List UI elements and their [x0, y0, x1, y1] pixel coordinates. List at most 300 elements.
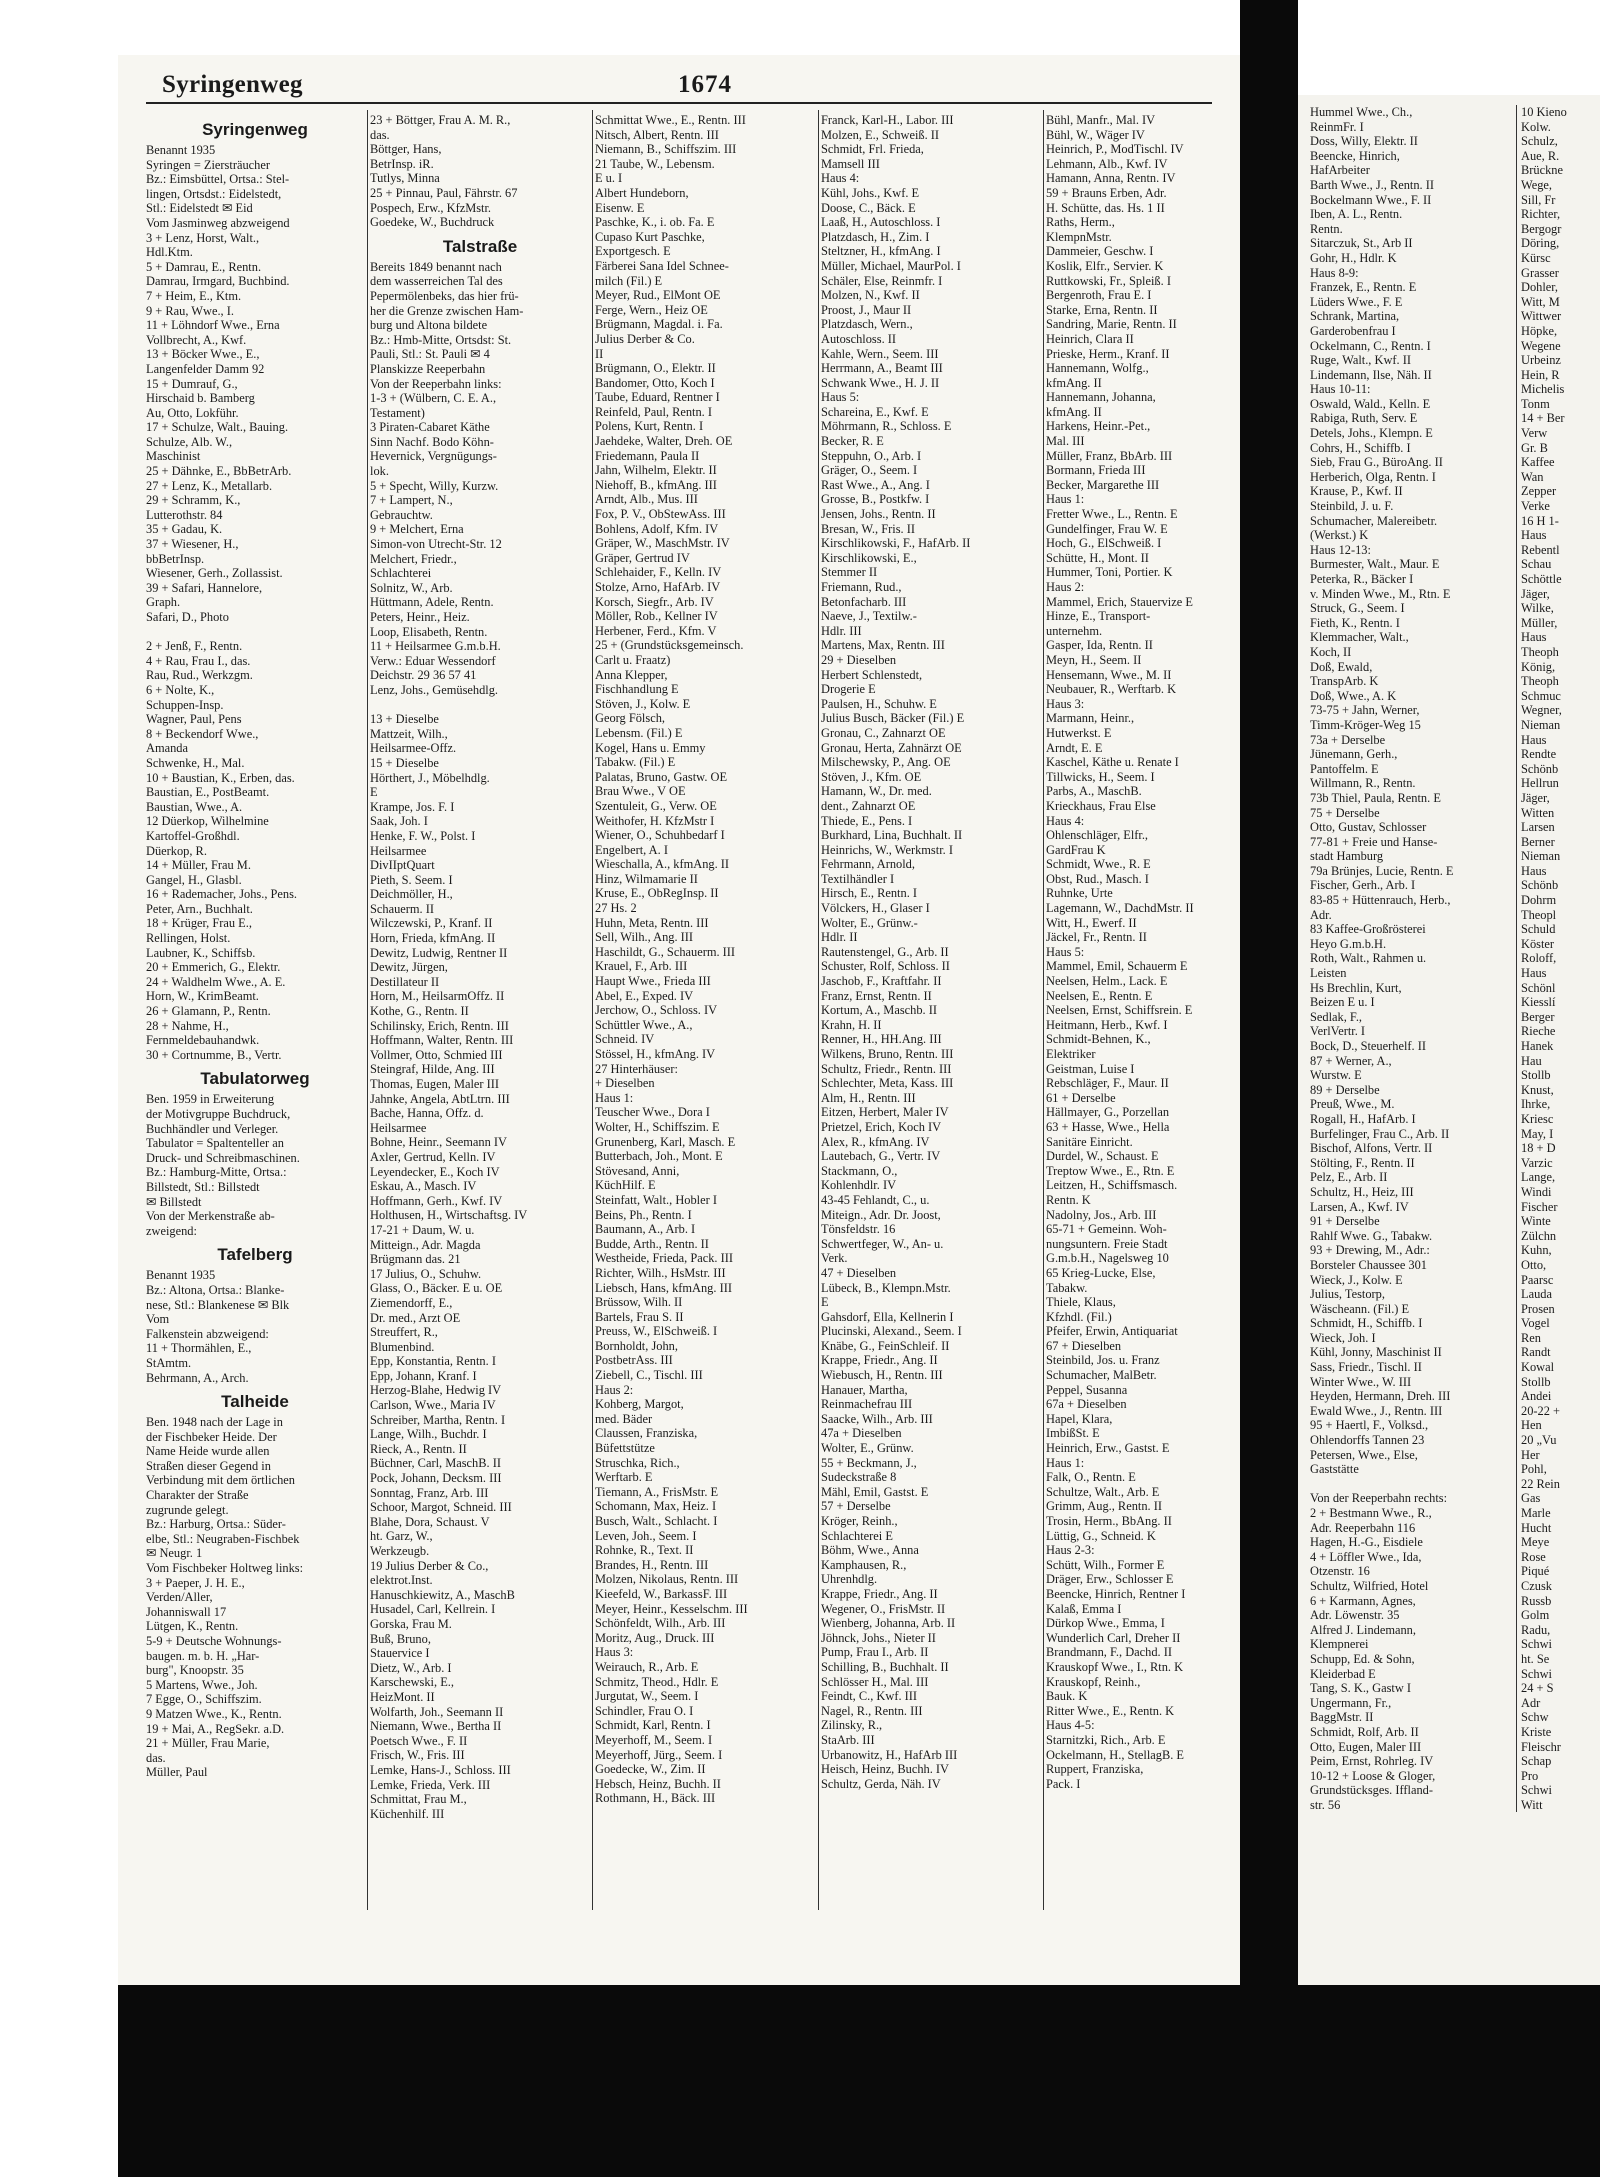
scan-border — [0, 1985, 1600, 2177]
directory-entry: Schuster, Rolf, Schloss. II — [821, 959, 950, 974]
directory-entry: Rentn. K — [1046, 1192, 1091, 1207]
directory-entry: Hinze, E., Transport- — [1046, 609, 1151, 624]
directory-entry: Baustian, E., PostBeamt. — [146, 785, 270, 800]
directory-entry: Martens, Max, Rentn. III — [821, 638, 945, 653]
directory-entry: nese, Stl.: Blankenese ✉ Blk — [146, 1297, 290, 1312]
directory-entry: Müller, Paul — [146, 1765, 208, 1780]
directory-entry: 13 + Böcker Wwe., E., — [146, 347, 260, 362]
directory-entry: Tabulator = Spaltenteller an — [146, 1136, 284, 1151]
directory-entry: ✉ Neugr. 1 — [146, 1546, 203, 1561]
directory-entry: 16 + Rademacher, Johs., Pens. — [146, 887, 298, 902]
directory-entry: Kahle, Wern., Seem. III — [821, 346, 939, 361]
directory-entry: Ziebell, C., Tischl. III — [595, 1368, 703, 1383]
directory-entry: Doss, Willy, Elektr. II — [1310, 134, 1418, 149]
directory-entry: Claussen, Franziska, — [595, 1426, 698, 1441]
directory-entry: Gaststätte — [1310, 1462, 1359, 1477]
directory-entry: H. Schütte, das. Hs. 1 II — [1046, 200, 1165, 215]
directory-entry: Gr. B — [1521, 440, 1548, 455]
directory-entry: 8 + Beckendorf Wwe., — [146, 726, 259, 741]
directory-entry: Vom Fischbeker Holtweg links: — [146, 1561, 304, 1576]
directory-entry: Goedeke, W., Buchdruck — [370, 215, 495, 230]
directory-entry: Lange, — [1521, 1170, 1556, 1185]
directory-entry: Sandring, Marie, Rentn. II — [1046, 317, 1177, 332]
directory-entry: Gebrauchtw. — [370, 507, 433, 522]
directory-entry: Wunderlich Carl, Dreher II — [1046, 1630, 1181, 1645]
directory-entry: Wiesener, Gerh., Zollassist. — [146, 566, 283, 581]
directory-entry: Schlehaider, F., Kelln. IV — [595, 565, 722, 580]
directory-entry: Barth Wwe., J., Rentn. II — [1310, 177, 1434, 192]
street-heading: Tafelberg — [217, 1245, 293, 1265]
directory-entry: Blumenbind. — [370, 1339, 435, 1354]
directory-entry: 9 + Melchert, Erna — [370, 522, 464, 537]
directory-entry: 11 + Löhndorf Wwe., Erna — [146, 318, 280, 333]
directory-entry: Ferge, Wern., Heiz OE — [595, 302, 708, 317]
directory-entry: Mamsell III — [821, 156, 880, 171]
directory-entry: Jünemann, Gerh., — [1310, 747, 1398, 762]
directory-entry: Burfelinger, Frau C., Arb. II — [1310, 1126, 1450, 1141]
directory-entry: Jaschob, F., Kraftfahr. II — [821, 974, 942, 989]
directory-entry: Jerchow, O., Schloss. IV — [595, 1003, 718, 1018]
directory-entry: Schmidt, H., Schiffb. I — [1310, 1316, 1423, 1331]
directory-entry: elektrot.Inst. — [370, 1573, 433, 1588]
directory-entry: 63 + Hasse, Wwe., Hella — [1046, 1119, 1170, 1134]
directory-entry: KüchHilf. E — [595, 1178, 656, 1193]
directory-entry: Laaß, H., Autoschloss. I — [821, 215, 941, 230]
directory-entry: Haus 3: — [595, 1645, 634, 1660]
directory-entry: Doose, C., Bäck. E — [821, 200, 916, 215]
directory-entry: Kühl, Jonny, Maschinist II — [1310, 1345, 1442, 1360]
directory-entry: Verden/Aller, — [146, 1590, 213, 1605]
directory-entry: Peppel, Susanna — [1046, 1382, 1128, 1397]
directory-entry: Budde, Arth., Rentn. II — [595, 1236, 709, 1251]
directory-entry: Kolw. — [1521, 119, 1551, 134]
directory-entry: 7 + Lampert, N., — [370, 493, 453, 508]
directory-entry: Schoor, Margot, Schneid. III — [370, 1500, 512, 1515]
directory-entry: (Werkst.) K — [1310, 528, 1369, 543]
directory-entry: Niemann, B., Schiffszim. III — [595, 142, 737, 157]
directory-entry: Brückne — [1521, 163, 1563, 178]
directory-entry: Ruhnke, Urte — [1046, 886, 1113, 901]
directory-entry: Autoschloss. II — [821, 331, 897, 346]
directory-entry: Schlachterei E — [821, 1528, 893, 1543]
directory-entry: Adr. Löwenstr. 35 — [1310, 1608, 1400, 1623]
directory-entry: Dr. med., Arzt OE — [370, 1310, 461, 1325]
directory-entry: Molzen, E., Schweiß. II — [821, 127, 940, 142]
directory-entry: Wienberg, Johanna, Arb. II — [821, 1616, 956, 1631]
directory-entry: Kogel, Hans u. Emmy — [595, 740, 706, 755]
directory-entry: Julius Busch, Bäcker (Fil.) E — [821, 711, 965, 726]
directory-entry: Schulz, — [1521, 134, 1558, 149]
directory-entry: 35 + Gadau, K. — [146, 522, 223, 537]
directory-entry: Fischhandlung E — [595, 682, 679, 697]
directory-entry: 73-75 + Jahn, Werner, — [1310, 703, 1420, 718]
directory-entry: Bergenroth, Frau E. I — [1046, 288, 1152, 303]
directory-entry: Schupp, Ed. & Sohn, — [1310, 1651, 1415, 1666]
directory-entry: Gronau, Herta, Zahnärzt OE — [821, 740, 962, 755]
directory-entry: 20 „Vu — [1521, 1433, 1557, 1448]
directory-entry: Axler, Gertrud, Kelln. IV — [370, 1149, 496, 1164]
directory-entry: Stollb — [1521, 1374, 1551, 1389]
directory-entry: Schap — [1521, 1754, 1552, 1769]
directory-entry: Lehmann, Alb., Kwf. IV — [1046, 156, 1168, 171]
directory-entry: Pfeifer, Erwin, Antiquariat — [1046, 1324, 1178, 1339]
directory-entry: Teuscher Wwe., Dora I — [595, 1105, 710, 1120]
directory-entry: Benannt 1935 — [146, 143, 216, 157]
directory-entry: Hoffmann, Gerh., Kwf. IV — [370, 1193, 503, 1208]
directory-entry: 1-3 + (Wülbern, C. E. A., — [370, 391, 497, 406]
directory-entry: Gronau, C., Zahnarzt OE — [821, 725, 946, 740]
directory-entry: Kröger, Reinh., — [821, 1514, 898, 1528]
directory-entry: G.m.b.H., Nagelsweg 10 — [1046, 1251, 1169, 1266]
directory-entry: Pohl, — [1521, 1462, 1547, 1477]
directory-entry: Renner, H., HH.Ang. III — [821, 1032, 942, 1047]
directory-entry: Schmuc — [1521, 688, 1561, 703]
directory-entry: Bühl, W., Wäger IV — [1046, 127, 1145, 142]
directory-entry: Hdlr. III — [821, 623, 862, 638]
directory-entry: lok. — [370, 464, 389, 479]
directory-entry: Hellrun — [1521, 776, 1559, 791]
directory-entry: Kirschlikowski, F., HafArb. II — [821, 536, 971, 551]
directory-entry: Lutterothstr. 84 — [146, 507, 223, 522]
directory-entry: Rose — [1521, 1549, 1546, 1564]
directory-entry: Büfettstütze — [595, 1441, 655, 1456]
column-divider — [818, 110, 819, 1910]
directory-entry: Kowal — [1521, 1360, 1555, 1375]
directory-entry: Berger — [1521, 1009, 1555, 1024]
directory-entry: elbe, Stl.: Neugraben-Fischbek — [146, 1531, 300, 1546]
directory-entry: 22 Rein — [1521, 1476, 1560, 1491]
directory-entry: Geistman, Luise I — [1046, 1061, 1135, 1076]
directory-entry: Rebentl — [1521, 542, 1560, 557]
directory-entry: Hummel Wwe., Ch., — [1310, 105, 1413, 119]
directory-entry: Meyn, H., Seem. II — [1046, 652, 1142, 667]
directory-entry: Mammel, Emil, Schauerm E — [1046, 959, 1188, 974]
directory-entry: 2 + Bestmann Wwe., R., — [1310, 1506, 1432, 1520]
directory-entry: Mattzeit, Wilh., — [370, 726, 448, 741]
directory-entry: Plucinski, Alexand., Seem. I — [821, 1324, 962, 1339]
directory-entry: Beizen E u. I — [1310, 995, 1375, 1010]
directory-entry: 83-85 + Hüttenrauch, Herb., — [1310, 893, 1451, 908]
directory-entry: Billstedt, Stl.: Billstedt — [146, 1179, 260, 1194]
directory-entry: 7 Egge, O., Schiffszim. — [146, 1692, 262, 1707]
directory-entry: Stössel, H., kfmAng. IV — [595, 1047, 716, 1061]
directory-entry: Sill, Fr — [1521, 192, 1556, 207]
directory-entry: Brüssow, Wilh. II — [595, 1295, 683, 1310]
directory-entry: 12 Düerkop, Wilhelmine — [146, 814, 269, 829]
directory-entry: Bergogr — [1521, 221, 1562, 236]
directory-entry: Heilsarmee — [370, 843, 427, 858]
directory-entry: ht. Se — [1521, 1651, 1550, 1666]
directory-entry: Brandes, H., Rentn. III — [595, 1557, 709, 1572]
directory-entry: Busch, Walt., Schlacht. I — [595, 1514, 718, 1528]
directory-entry: Preuß, Wwe., M. — [1310, 1097, 1395, 1112]
directory-entry: Krahn, H. II — [821, 1017, 882, 1032]
directory-entry: Färberei Sana Idel Schnee- — [595, 258, 729, 273]
directory-entry: Tiemann, A., FrisMstr. E — [595, 1484, 719, 1499]
directory-entry: 7 + Heim, E., Ktm. — [146, 288, 242, 303]
directory-entry: Bohlens, Adolf, Kfm. IV — [595, 521, 719, 536]
directory-entry: Julius Derber & Co. — [595, 331, 695, 346]
directory-entry: Lagemann, W., DachdMstr. II — [1046, 901, 1194, 916]
column-divider — [1043, 110, 1044, 1910]
directory-entry: Sitarczuk, St., Arb II — [1310, 236, 1413, 251]
directory-entry: Hdlr. II — [821, 930, 858, 945]
directory-entry: Pospech, Erw., KfzMstr. — [370, 200, 492, 215]
directory-entry: 3 + Lenz, Horst, Walt., — [146, 230, 260, 245]
directory-entry: HafArbeiter — [1310, 163, 1370, 178]
directory-entry: Schultz, H., Heiz, III — [1310, 1184, 1414, 1199]
directory-entry: Hoch, G., ElSchweiß. I — [1046, 536, 1162, 551]
directory-entry: 9 Matzen Wwe., K., Rentn. — [146, 1706, 282, 1721]
directory-entry: Kamphausen, R., — [821, 1557, 907, 1572]
directory-entry: med. Bäder — [595, 1411, 653, 1426]
directory-entry: Bache, Hanna, Offz. d. — [370, 1106, 484, 1121]
directory-entry: 5-9 + Deutsche Wohnungs- — [146, 1634, 282, 1648]
directory-entry: Poetsch Wwe., F. II — [370, 1733, 468, 1748]
directory-entry: 19 Julius Derber & Co., — [370, 1558, 489, 1573]
directory-entry: Detels, Johs., Klempn. E — [1310, 426, 1433, 441]
directory-entry: Hirsch, E., Rentn. I — [821, 886, 918, 901]
directory-entry: Peim, Ernst, Rohrleg. IV — [1310, 1754, 1434, 1769]
directory-entry: Rohnke, R., Text. II — [595, 1543, 694, 1558]
directory-entry: Bornholdt, John, — [595, 1338, 678, 1353]
directory-entry: Schüttler Wwe., A., — [595, 1017, 693, 1032]
directory-entry: Bauk. K — [1046, 1689, 1088, 1704]
directory-entry: das. — [146, 1750, 166, 1765]
directory-entry: Ungermann, Fr., — [1310, 1695, 1392, 1710]
directory-entry: Gräper, W., MaschMstr. IV — [595, 536, 730, 551]
directory-entry: Schwenke, H., Mal. — [146, 755, 245, 770]
directory-entry: dent., Zahnarzt OE — [821, 798, 916, 813]
directory-entry: Fischer, Gerh., Arb. I — [1310, 878, 1416, 893]
directory-entry: Hucht — [1521, 1520, 1552, 1535]
directory-entry: Steppuhn, O., Arb. I — [821, 448, 922, 463]
directory-entry: Radu, — [1521, 1622, 1551, 1637]
directory-entry: Tillwicks, H., Seem. I — [1046, 769, 1155, 784]
directory-entry: Sanitäre Einricht. — [1046, 1134, 1133, 1149]
directory-entry: Schilling, B., Buchhalt. II — [821, 1659, 949, 1674]
directory-entry: Schmittat Wwe., E., Rentn. III — [595, 113, 746, 127]
directory-entry: Dürkop Wwe., Emma, I — [1046, 1616, 1165, 1631]
directory-entry: Langenfelder Damm 92 — [146, 361, 265, 376]
directory-entry: Krappe, Friedr., Ang. II — [821, 1586, 938, 1601]
directory-entry: StAmtm. — [146, 1355, 192, 1370]
directory-entry: Ruppert, Franziska, — [1046, 1762, 1144, 1777]
directory-entry: Schlechter, Meta, Kass. III — [821, 1076, 954, 1091]
directory-entry: E u. I — [595, 171, 623, 186]
directory-entry: Frisch, W., Fris. III — [370, 1748, 465, 1763]
directory-entry: kfmAng. II — [1046, 404, 1102, 419]
directory-entry: Haus — [1521, 528, 1547, 543]
directory-entry: Deichstr. 29 36 57 41 — [370, 668, 477, 683]
directory-column-2 — [370, 113, 590, 1913]
street-heading: Tabulatorweg — [200, 1069, 310, 1089]
directory-entry: Schrank, Martina, — [1310, 309, 1400, 324]
directory-entry: Weirauch, R., Arb. E — [595, 1659, 699, 1674]
directory-entry: Engelbert, A. I — [595, 842, 668, 857]
directory-entry: Sedlak, F., — [1310, 1009, 1363, 1024]
directory-entry: Struschka, Rich., — [595, 1455, 680, 1470]
directory-entry: Dietz, W., Arb. I — [370, 1660, 452, 1675]
directory-entry: Steltzner, H., kfmAng. I — [821, 244, 941, 259]
directory-entry: Starke, Erna, Rentn. II — [1046, 302, 1158, 317]
directory-entry: Cohrs, H., Schiffb. I — [1310, 440, 1411, 455]
directory-entry: 21 Taube, W., Lebensm. — [595, 156, 715, 171]
directory-entry: Otto, Gustav, Schlosser — [1310, 820, 1427, 835]
directory-entry: 75 + Derselbe — [1310, 805, 1380, 820]
directory-entry: Abel, E., Exped. IV — [595, 988, 694, 1003]
directory-entry: 39 + Safari, Hannelore, — [146, 580, 263, 595]
directory-entry: Huhn, Meta, Rentn. III — [595, 915, 709, 930]
directory-entry: 28 + Nahme, H., — [146, 1018, 229, 1033]
directory-entry: Kohberg, Margot, — [595, 1397, 684, 1412]
directory-entry: 83 Kaffee-Großrösterei — [1310, 922, 1426, 937]
directory-entry: 18 + D — [1521, 1141, 1556, 1156]
directory-entry: milch (Fil.) E — [595, 273, 663, 288]
directory-entry: Iben, A. L., Rentn. — [1310, 207, 1403, 222]
directory-entry: Rothmann, H., Bäck. III — [595, 1791, 716, 1806]
directory-entry: Trosin, Herm., BbAng. II — [1046, 1514, 1172, 1528]
directory-entry: Lange, Wilh., Buchdr. I — [370, 1427, 487, 1442]
directory-entry: Stemmer II — [821, 565, 878, 580]
directory-entry: Oswald, Wald., Kelln. E — [1310, 396, 1431, 411]
directory-entry: Schönb — [1521, 878, 1559, 893]
directory-entry: Wieck, J., Kolw. E — [1310, 1272, 1403, 1287]
directory-entry: Ihrke, — [1521, 1097, 1551, 1112]
directory-entry: Bz.: Altona, Ortsa.: Blanke- — [146, 1282, 285, 1297]
directory-entry: II — [595, 346, 604, 361]
directory-entry: Herberich, Olga, Rentn. I — [1310, 469, 1436, 484]
directory-entry: her die Grenze zwischen Ham- — [370, 303, 524, 318]
directory-entry: Leisten — [1310, 966, 1347, 981]
directory-entry: 25 + Pinnau, Paul, Fährstr. 67 — [370, 185, 518, 200]
directory-entry: Ruttkowski, Fr., Spleiß. I — [1046, 273, 1171, 288]
directory-entry: Bz.: Hamburg-Mitte, Ortsa.: — [146, 1165, 287, 1180]
directory-entry: Bischof, Alfons, Vertr. II — [1310, 1141, 1433, 1156]
directory-entry: Knäbe, G., FeinSchleif. II — [821, 1338, 950, 1353]
right-page-column-1 — [1310, 105, 1454, 1812]
directory-entry: Bartels, Frau S. II — [595, 1309, 684, 1324]
directory-entry: Czusk — [1521, 1578, 1552, 1593]
directory-entry: E — [821, 1295, 829, 1310]
directory-entry: Fernmeldebauhandwk. — [146, 1033, 260, 1048]
directory-entry: Testament) — [370, 405, 425, 420]
directory-entry: baugen. m. b. H. „Har- — [146, 1648, 260, 1663]
directory-entry: Niemann, Wwe., Bertha II — [370, 1719, 502, 1734]
directory-entry: Schuppen-Insp. — [146, 697, 224, 712]
directory-entry: Nagel, R., Rentn. III — [821, 1703, 923, 1718]
directory-entry: Schmitz, Theod., Hdlr. E — [595, 1674, 719, 1689]
directory-entry: Heitmann, Herb., Kwf. I — [1046, 1017, 1168, 1032]
directory-entry: Kfzhdl. (Fil.) — [1046, 1309, 1112, 1324]
directory-entry: Gräper, Gertrud IV — [595, 550, 690, 565]
directory-entry: Friedemann, Paula II — [595, 448, 700, 463]
directory-entry: Pump, Frau I., Arb. II — [821, 1645, 929, 1660]
directory-entry: Molzen, Nikolaus, Rentn. III — [595, 1572, 739, 1587]
column-divider — [367, 110, 368, 1910]
directory-entry: Grosse, B., Postkfw. I — [821, 492, 930, 507]
directory-entry: 5 Martens, Wwe., Joh. — [146, 1677, 258, 1692]
directory-entry: Haus — [1521, 863, 1547, 878]
directory-entry: 20-22 + — [1521, 1403, 1560, 1418]
directory-entry: Haus 2: — [595, 1382, 634, 1397]
directory-entry: Durdel, W., Schaust. E — [1046, 1149, 1159, 1164]
directory-entry: Mähl, Emil, Gastst. E — [821, 1484, 929, 1499]
directory-entry: Larsen — [1521, 820, 1555, 835]
directory-entry: Schomann, Max, Heiz. I — [595, 1499, 717, 1514]
directory-entry: Reinmachefrau III — [821, 1397, 913, 1412]
directory-entry: Hdl.Ktm. — [146, 245, 193, 260]
directory-entry: Neelsen, Ernst, Schiffsrein. E — [1046, 1003, 1193, 1018]
directory-entry: Hirschaid b. Bamberg — [146, 391, 255, 406]
directory-entry: Bresan, W., Fris. II — [821, 521, 915, 536]
directory-entry: Heisch, Heinz, Buchh. IV — [821, 1762, 950, 1777]
directory-entry: Bormann, Frieda III — [1046, 463, 1146, 478]
directory-entry: Schwi — [1521, 1637, 1552, 1652]
directory-entry: Rogall, H., HafArb. I — [1310, 1111, 1416, 1126]
directory-entry: Brandmann, F., Dachd. II — [1046, 1645, 1172, 1660]
directory-entry: Klemmacher, Walt., — [1310, 630, 1409, 645]
directory-entry: Von der Reeperbahn links: — [370, 376, 502, 391]
directory-entry: Pack. I — [1046, 1776, 1081, 1791]
directory-entry: 29 + Dieselben — [821, 652, 897, 667]
directory-entry: Döring, — [1521, 236, 1560, 251]
directory-entry: Tonm — [1521, 396, 1550, 411]
directory-entry: Herbert Schlenstedt, — [821, 667, 923, 682]
directory-entry: Haus 4-5: — [1046, 1718, 1095, 1733]
directory-entry: Palatas, Bruno, Gastw. OE — [595, 769, 728, 784]
directory-entry: Rau, Rud., Werkzgm. — [146, 668, 253, 683]
directory-entry: Völckers, H., Glaser I — [821, 901, 930, 916]
directory-entry: Pantoffelm. E — [1310, 761, 1379, 776]
directory-entry: Westheide, Frieda, Pack. III — [595, 1251, 734, 1266]
directory-entry: Arndt, E. E — [1046, 740, 1103, 755]
directory-entry: Otzenstr. 16 — [1310, 1564, 1370, 1579]
directory-entry: Lenz, Johs., Gemüsehdlg. — [370, 682, 499, 697]
directory-entry: Paarsc — [1521, 1272, 1554, 1287]
directory-entry: Haus 8-9: — [1310, 265, 1359, 280]
directory-entry: Schneid. IV — [595, 1032, 655, 1047]
directory-entry: Schultz, Gerda, Näh. IV — [821, 1776, 941, 1791]
directory-entry: Reinfeld, Paul, Rentn. I — [595, 404, 713, 419]
directory-entry: Bockelmann Wwe., F. II — [1310, 192, 1432, 207]
directory-entry: Milschewsky, P., Ang. OE — [821, 755, 951, 770]
directory-entry: Buchhändler und Verleger. — [146, 1121, 279, 1136]
directory-entry: Schumacher, Malereibetr. — [1310, 513, 1438, 528]
directory-entry: Brügmann, Magdal. i. Fa. — [595, 317, 723, 332]
directory-entry: Cupaso Kurt Paschke, — [595, 229, 705, 244]
directory-entry: 2 + Jenß, F., Rentn. — [146, 639, 243, 654]
directory-entry: Treptow Wwe., E., Rtn. E — [1046, 1163, 1175, 1178]
directory-entry: 6 + Nolte, K., — [146, 682, 215, 697]
directory-entry: Schmidt-Behnen, K., — [1046, 1032, 1151, 1047]
scan-gutter — [1240, 0, 1298, 2177]
directory-entry: Schönl — [1521, 980, 1556, 995]
directory-entry: Haus 10-11: — [1310, 382, 1371, 397]
directory-entry: Richter, Wilh., HsMstr. III — [595, 1265, 726, 1280]
directory-entry: Schlachterei — [370, 566, 432, 581]
directory-entry: Schlösser H., Mal. III — [821, 1674, 929, 1689]
directory-entry: Hanauer, Martha, — [821, 1382, 908, 1397]
directory-entry: Deichmöller, H., — [370, 887, 453, 902]
directory-entry: Amanda — [146, 741, 188, 756]
directory-entry: Peters, Heinr., Heiz. — [370, 610, 470, 624]
directory-entry: Miteign., Adr. Dr. Joost, — [821, 1207, 941, 1222]
directory-entry: Urbanowitz, H., HafArb III — [821, 1747, 958, 1762]
directory-entry: Franck, Karl-H., Labor. III — [821, 113, 954, 127]
directory-entry: 9 + Rau, Wwe., I. — [146, 303, 234, 318]
directory-entry: Drogerie E — [821, 682, 876, 697]
